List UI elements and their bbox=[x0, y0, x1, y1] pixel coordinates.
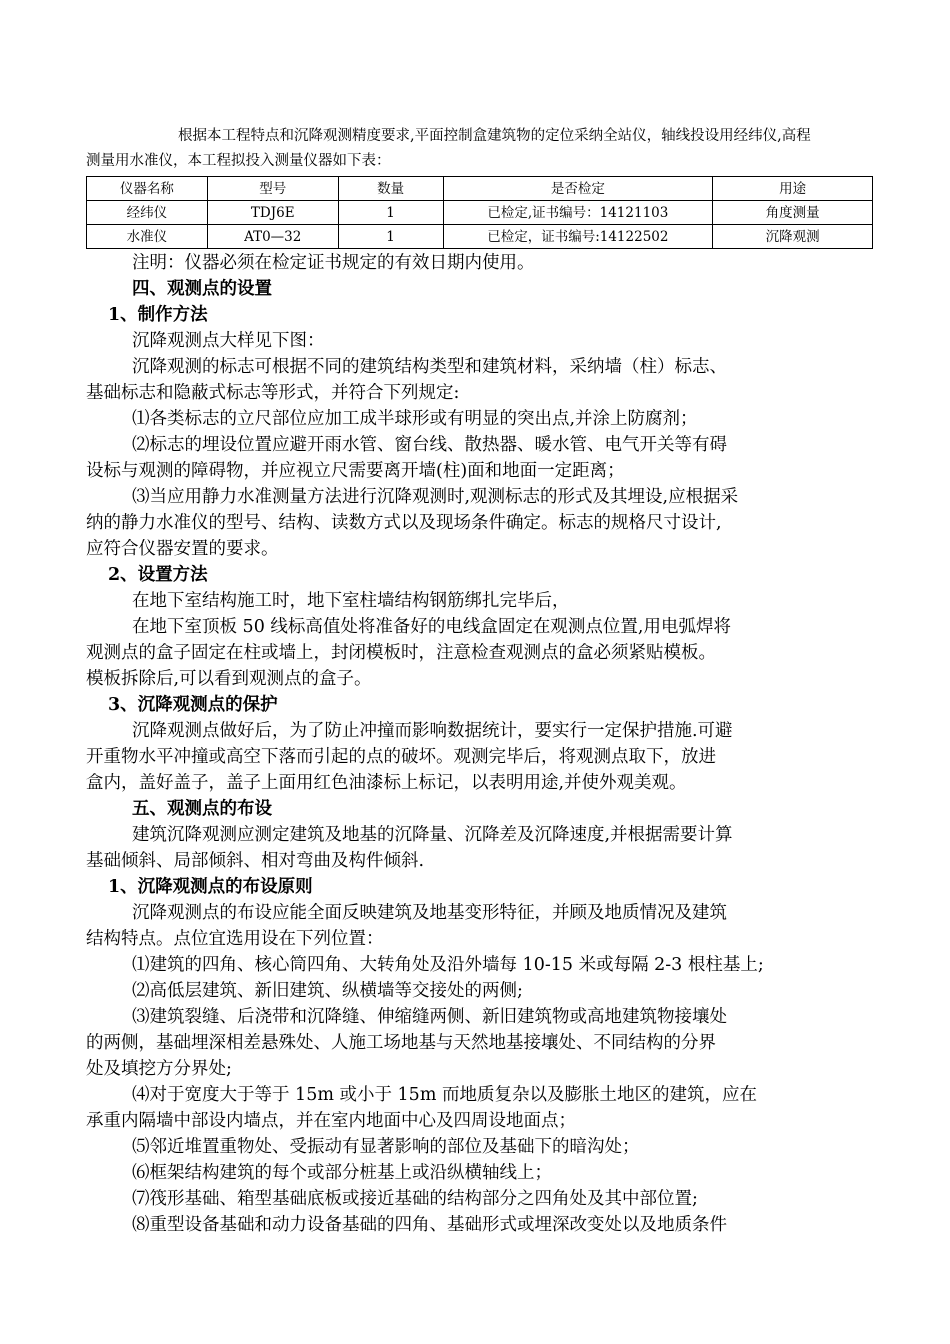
body-line: ⑻重型设备基础和动力设备基础的四角、基础形式或埋深改变处以及地质条件 bbox=[132, 1215, 727, 1235]
body-line: ⑶当应用静力水准测量方法进行沉降观测时,观测标志的形式及其埋设,应根据采 bbox=[132, 487, 739, 507]
body-line: 设标与观测的障碍物，并应视立尺需要离开墙(柱)面和地面一定距离； bbox=[86, 461, 625, 481]
table-header-cell: 是否检定 bbox=[443, 177, 713, 201]
body-line: 沉降观测点的布设应能全面反映建筑及地基变形特征，并顾及地质情况及建筑 bbox=[132, 903, 727, 923]
body-line: ⑴建筑的四角、核心筒四角、大转角处及沿外墙每 10-15 米或每隔 2-3 根柱基上; bbox=[132, 955, 764, 975]
table-cell: AT0—32 bbox=[207, 225, 338, 249]
body-line: 沉降观测的标志可根据不同的建筑结构类型和建筑材料，采纳墙（柱）标志、 bbox=[132, 357, 727, 377]
table-cell: 经纬仪 bbox=[87, 201, 208, 225]
body-line: ⑵标志的埋设位置应避开雨水管、窗台线、散热器、暖水管、电气开关等有碍 bbox=[132, 435, 727, 455]
body-line: 承重内隔墙中部设内墙点，并在室内地面中心及四周设地面点； bbox=[86, 1111, 576, 1131]
body-line: ⑹框架结构建筑的每个或部分桩基上或沿纵横轴线上； bbox=[132, 1163, 552, 1183]
body-line: ⑸邻近堆置重物处、受振动有显著影响的部位及基础下的暗沟处； bbox=[132, 1137, 640, 1157]
table-header-cell: 仪器名称 bbox=[87, 177, 208, 201]
section-heading: 五、观测点的布设 bbox=[132, 799, 272, 819]
note-line: 注明：仪器必须在检定证书规定的有效日期内使用。 bbox=[132, 253, 535, 273]
body-line: 模板拆除后,可以看到观测点的盒子。 bbox=[86, 669, 372, 689]
body-line: ⑷对于宽度大于等于 15m 或小于 15m 而地质复杂以及膨胀土地区的建筑，应在 bbox=[132, 1085, 757, 1105]
intro-line-1: 根据本工程特点和沉降观测精度要求,平面控制盒建筑物的定位采纳全站仪，轴线投设用经纬仪,高程 bbox=[178, 128, 811, 144]
intro-paragraph bbox=[86, 124, 876, 174]
body-line: 建筑沉降观测应测定建筑及地基的沉降量、沉降差及沉降速度,并根据需要计算 bbox=[132, 825, 733, 845]
body-line: ⑺筏形基础、箱型基础底板或接近基础的结构部分之四角处及其中部位置; bbox=[132, 1189, 698, 1209]
body-line: 观测点的盒子固定在柱或墙上，封闭模板时，注意检查观测点的盒必须紧贴模板。 bbox=[86, 643, 716, 663]
body-line: ⑴各类标志的立尺部位应加工成半球形或有明显的突出点,并涂上防腐剂； bbox=[132, 409, 698, 429]
table-cell: 已检定，证书编号:14122502 bbox=[443, 225, 713, 249]
body-line: 沉降观测点大样见下图： bbox=[132, 331, 325, 351]
table-row bbox=[87, 225, 873, 249]
subsection-heading: 3、沉降观测点的保护 bbox=[108, 695, 278, 715]
instrument-table bbox=[86, 176, 873, 249]
section-heading: 四、观测点的设置 bbox=[132, 279, 272, 299]
subsection-heading: 2、设置方法 bbox=[108, 565, 208, 585]
intro-line-2: 测量用水准仪，本工程拟投入测量仪器如下表： bbox=[86, 153, 391, 169]
table-cell: 1 bbox=[338, 225, 443, 249]
body-line: 盒内，盖好盖子，盖子上面用红色油漆标上标记，以表明用途,并使外观美观。 bbox=[86, 773, 687, 793]
table-cell: 沉降观测 bbox=[713, 225, 873, 249]
table-row bbox=[87, 201, 873, 225]
body-line: ⑶建筑裂缝、后浇带和沉降缝、伸缩缝两侧、新旧建筑物或高地建筑物接壤处 bbox=[132, 1007, 727, 1027]
table-cell: 水准仪 bbox=[87, 225, 208, 249]
body-line: 应符合仪器安置的要求。 bbox=[86, 539, 279, 559]
body-line: 纳的静力水准仪的型号、结构、读数方式以及现场条件确定。标志的规格尺寸设计, bbox=[86, 513, 722, 533]
table-cell: 1 bbox=[338, 201, 443, 225]
table-header-row bbox=[87, 177, 873, 201]
table-cell: 已检定,证书编号：14121103 bbox=[443, 201, 713, 225]
subsection-heading: 1、制作方法 bbox=[108, 305, 208, 325]
body-line: 开重物水平冲撞或高空下落而引起的点的破坏。观测完毕后，将观测点取下，放进 bbox=[86, 747, 716, 767]
table-header-cell: 数量 bbox=[338, 177, 443, 201]
body-line: 基础标志和隐蔽式标志等形式，并符合下列规定: bbox=[86, 383, 460, 403]
body-line: ⑵高低层建筑、新旧建筑、纵横墙等交接处的两侧; bbox=[132, 981, 523, 1001]
document-body bbox=[86, 250, 876, 1238]
body-line: 基础倾斜、局部倾斜、相对弯曲及构件倾斜. bbox=[86, 851, 425, 871]
body-line: 在地下室结构施工时，地下室柱墙结构钢筋绑扎完毕后， bbox=[132, 591, 570, 611]
subsection-heading: 1、沉降观测点的布设原则 bbox=[108, 877, 313, 897]
body-line: 处及填挖方分界处; bbox=[86, 1059, 232, 1079]
body-line: 在地下室顶板 50 线标高值处将准备好的电线盒固定在观测点位置,用电弧焊将 bbox=[132, 617, 731, 637]
table-header-cell: 型号 bbox=[207, 177, 338, 201]
body-line: 沉降观测点做好后，为了防止冲撞而影响数据统计，要实行一定保护措施.可避 bbox=[132, 721, 733, 741]
body-line: 的两侧，基础埋深相差悬殊处、人施工场地基与天然地基接壤处、不同结构的分界 bbox=[86, 1033, 716, 1053]
table-header-cell: 用途 bbox=[713, 177, 873, 201]
table-cell: TDJ6E bbox=[207, 201, 338, 225]
table-cell: 角度测量 bbox=[713, 201, 873, 225]
body-line: 结构特点。点位宜选用设在下列位置： bbox=[86, 929, 384, 949]
